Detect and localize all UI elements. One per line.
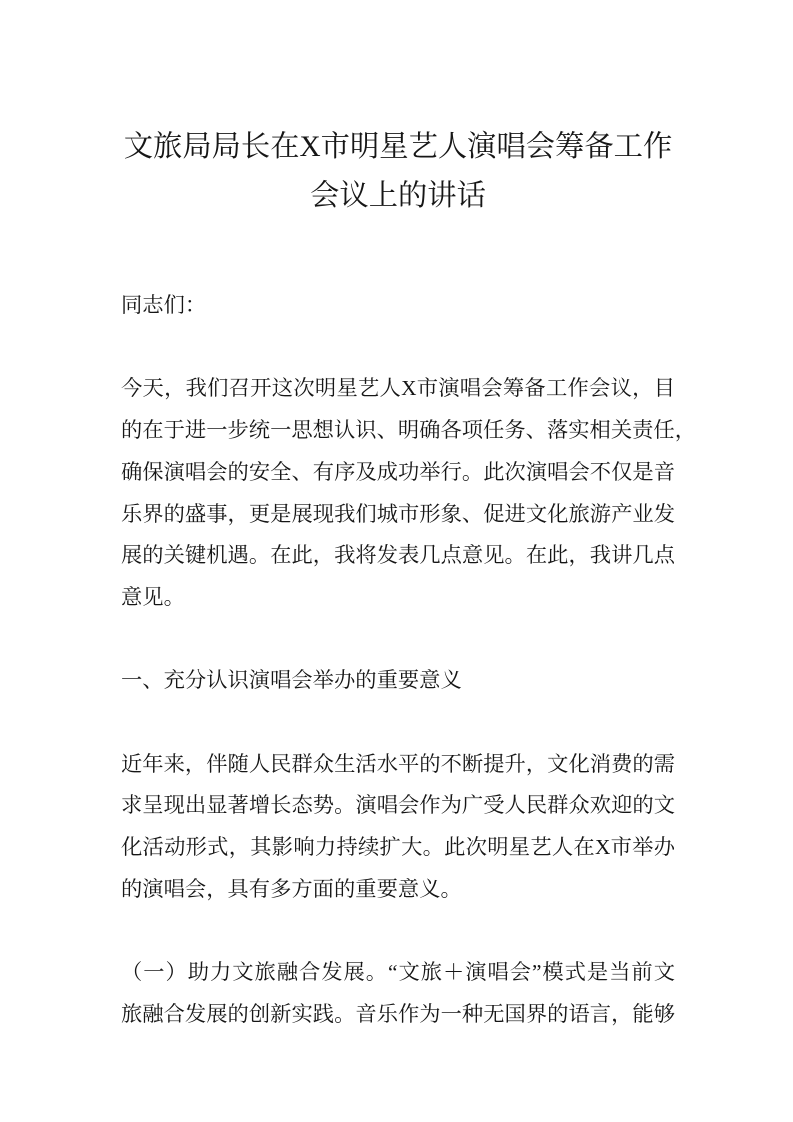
section-heading-1: 一、充分认识演唱会举办的重要意义	[121, 668, 462, 693]
paragraph-line: 旅融合发展的创新实践。音乐作为一种无国界的语言，能够	[121, 1001, 675, 1026]
paragraph-line: 化活动形式，其影响力持续扩大。此次明星艺人在X市举办	[121, 835, 675, 860]
document-content	[121, 0, 697, 1077]
salutation: 同志们：	[121, 293, 207, 317]
title-line-1: 文旅局局长在X市明星艺人演唱会筹备工作	[123, 131, 673, 163]
paragraph-line: 展的关键机遇。在此，我将发表几点意见。在此，我讲几点	[121, 543, 675, 568]
paragraph-line: 的在于进一步统一思想认识、明确各项任务、落实相关责任，	[121, 418, 697, 443]
paragraph-1	[121, 368, 697, 618]
paragraph-3	[121, 952, 675, 1035]
document-title	[121, 123, 675, 221]
paragraph-line: 的演唱会，具有多方面的重要意义。	[121, 876, 462, 901]
paragraph-line: （一）助力文旅融合发展。“文旅＋演唱会”模式是当前文	[121, 960, 675, 985]
paragraph-line: 今天，我们召开这次明星艺人X市演唱会筹备工作会议，目	[121, 376, 675, 401]
paragraph-line: 意见。	[121, 584, 185, 609]
paragraph-2	[121, 744, 675, 911]
paragraph-line: 近年来，伴随人民群众生活水平的不断提升，文化消费的需	[121, 751, 675, 776]
paragraph-line: 求呈现出显著增长态势。演唱会作为广受人民群众欢迎的文	[121, 793, 675, 818]
paragraph-line: 确保演唱会的安全、有序及成功举行。此次演唱会不仅是音	[121, 459, 675, 484]
title-line-2: 会议上的讲话	[310, 180, 486, 212]
paragraph-line: 乐界的盛事，更是展现我们城市形象、促进文化旅游产业发	[121, 501, 675, 526]
